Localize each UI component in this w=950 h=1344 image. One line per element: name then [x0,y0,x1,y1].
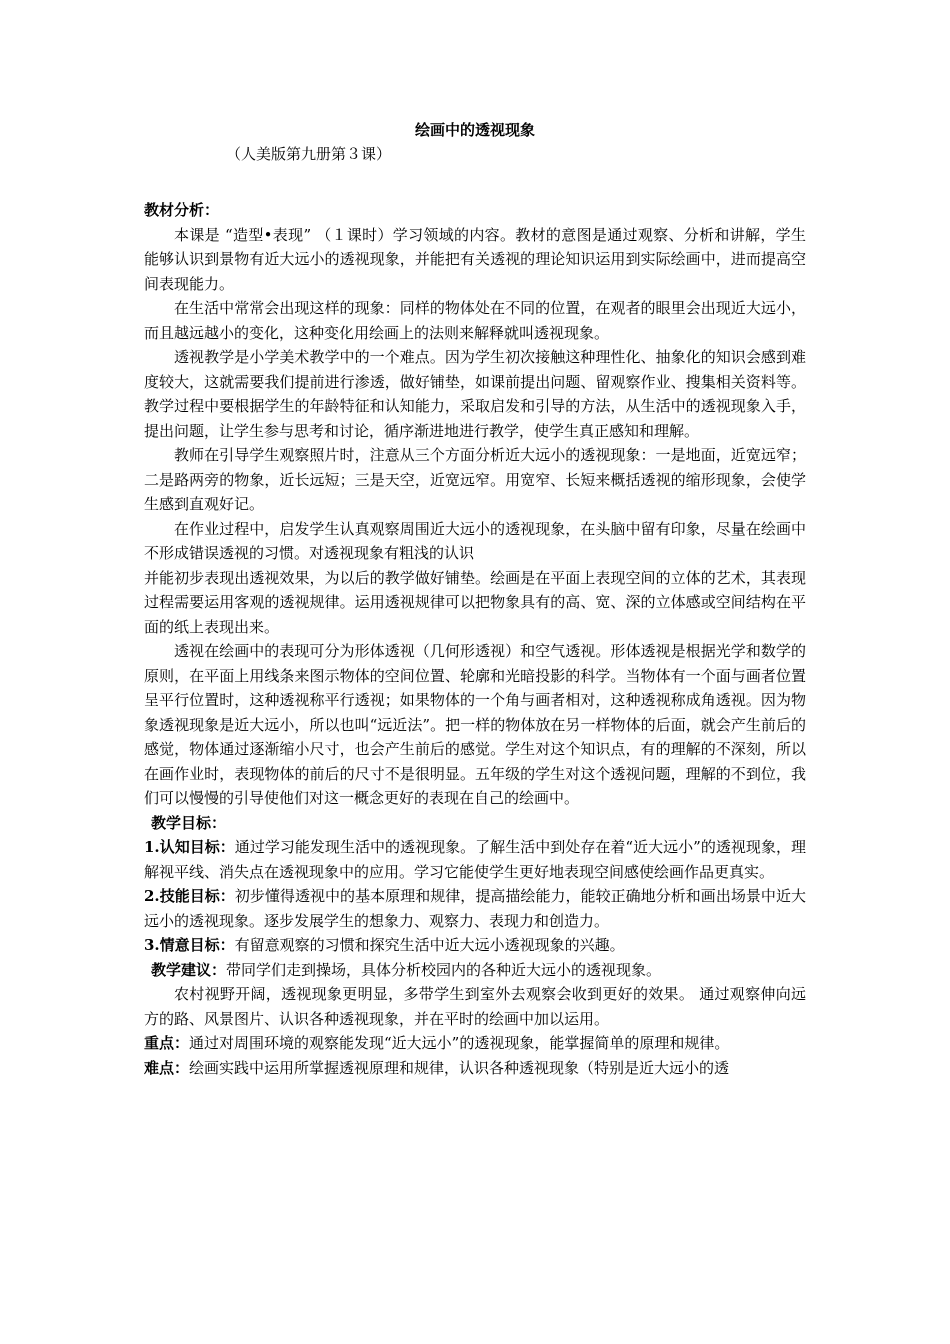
analysis-paragraph: 本课是 “造型•表现” （１课时）学习领域的内容。教材的意图是通过观察、分析和讲解，学生能够认识到景物有近大远小的透视现象，并能把有关透视的理论知识运用到实际绘画中，进而提高空间表现能力。 [144,225,806,293]
key-point-label: 重点： [144,1034,190,1052]
goals-heading: 教学目标： [151,813,227,832]
analysis-paragraph: 在生活中常常会出现这样的现象：同样的物体处在不同的位置，在观者的眼里会出现近大远小，而且越远越小的变化，这种变化用绘画上的法则来解释就叫透视现象。 [144,299,806,342]
suggestion-label: 教学建议： [151,960,227,979]
suggestion-line [144,958,806,983]
suggestion-text: 带同学们走到操场，具体分析校园内的各种近大远小的透视现象。 [226,960,662,979]
goal-item [144,933,806,958]
document-subtitle: （人美版第九册第３课） [226,145,392,163]
goal-label: 1.认知目标： [144,838,235,856]
goal-item [144,884,806,933]
difficulty-text: 绘画实践中运用所掌握透视原理和规律，认识各种透视现象（特别是近大远小的透 [189,1058,730,1077]
analysis-heading: 教材分析： [144,201,220,219]
goal-text: 初步懂得透视中的基本原理和规律，提高描绘能力，能较正确地分析和画出场景中近大远小的透视现象。逐步发展学生的想象力、观察力、表现力和创造力。 [144,887,806,930]
document-body [144,198,806,1080]
goal-label: 3.情意目标： [144,936,235,954]
analysis-paragraph: 在作业过程中，启发学生认真观察周围近大远小的透视现象，在头脑中留有印象，尽量在绘画中不形成错误透视的习惯。对透视现象有粗浅的认识 [144,519,806,562]
document-title: 绘画中的透视现象 [414,121,535,139]
goal-text: 通过学习能发现生活中的透视现象。了解生活中到处存在着“近大远小”的透视现象，理解视平线、消失点在透视现象中的应用。学习它能使学生更好地表现空间感使绘画作品更真实。 [144,838,806,881]
analysis-paragraph: 透视教学是小学美术教学中的一个难点。因为学生初次接触这种理性化、抽象化的知识会感到难度较大，这就需要我们提前进行渗透，做好铺垫，如课前提出问题、留观察作业、搜集相关资料等。教学过程中要根据学生的年龄特征和认知能力，采取启发和引导的方法，从生活中的透视现象入手，提出问题，让学生参与思考和讨论，循序渐进地进行教学，使学生真正感知和理解。 [144,348,806,440]
analysis-paragraph: 教师在引导学生观察照片时，注意从三个方面分析近大远小的透视现象：一是地面，近宽远窄；二是路两旁的物象，近长远短；三是天空，近宽远窄。用宽窄、长短来概括透视的缩形现象，会使学生感到直观好记。 [144,446,806,513]
analysis-paragraph: 并能初步表现出透视效果，为以后的教学做好铺垫。绘画是在平面上表现空间的立体的艺术，其表现过程需要运用客观的透视规律。运用透视规律可以把物象具有的高、宽、深的立体感或空间结构在平面的纸上表现出来。 [144,568,806,636]
difficulty-line [144,1056,806,1081]
goal-label: 2.技能目标： [144,887,235,905]
goal-item [144,835,806,884]
analysis-paragraph: 透视在绘画中的表现可分为形体透视（几何形透视）和空气透视。形体透视是根据光学和数学的原则，在平面上用线条来图示物体的空间位置、轮廓和光暗投影的科学。当物体有一个面与画者位置呈平行位置时，这种透视称平行透视；如果物体的一个角与画者相对，这种透视称成角透视。因为物象透视现象是近大远小，所以也叫“远近法”。把一样的物体放在另一样物体的后面，就会产生前后的感觉，物体通过逐渐缩小尺寸，也会产生前后的感觉。学生对这个知识点，有的理解的不深刻，所以在画作业时，表现物体的前后的尺寸不是很明显。五年级的学生对这个透视问题，理解的不到位，我们可以慢慢的引导使他们对这一概念更好的表现在自己的绘画中。 [144,642,806,807]
key-point-text: 通过对周围环境的观察能发现“近大远小”的透视现象，能掌握简单的原理和规律。 [189,1034,730,1052]
difficulty-label: 难点： [144,1058,190,1077]
goal-text: 有留意观察的习惯和探究生活中近大远小透视现象的兴趣。 [234,936,625,954]
suggestion-paragraph: 农村视野开阔，透视现象更明显，多带学生到室外去观察会收到更好的效果。 通过观察伸向远方的路、风景图片、认识各种透视现象，并在平时的绘画中加以运用。 [144,985,806,1028]
key-point-line [144,1031,806,1056]
